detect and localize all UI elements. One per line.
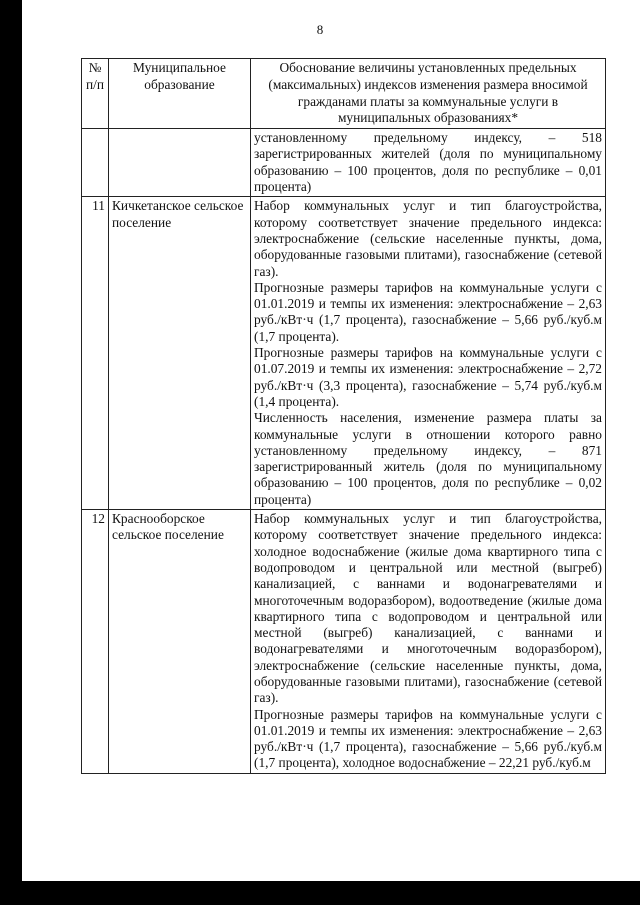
paragraph: Прогнозные размеры тарифов на коммунальные услуги с 01.01.2019 и темпы их изменения: электроснабжение – 2,63 руб./кВт·ч (1,7 процента), газоснабжение – 5,66 руб./куб.м (1,7 процента), холодное водоснабжение – 22,21 руб./куб.м — [254, 706, 602, 771]
tariff-table — [81, 58, 606, 774]
cell-justification — [251, 129, 606, 197]
table-header-row — [82, 59, 606, 129]
page-number: 8 — [316, 22, 324, 37]
header-justification: Обоснование величины установленных предельных (максимальных) индексов изменения размера вносимой гражданами платы за коммунальные услуги в муниципальных образованиях* — [251, 59, 606, 129]
scan-left-edge — [0, 0, 22, 905]
cell-num — [82, 129, 109, 197]
table-row — [82, 510, 606, 774]
paragraph: Набор коммунальных услуг и тип благоустройства, которому соответствует значение предельного индекса: холодное водоснабжение (жилые дома квартирного типа с водопроводом и центральной или местной (выгреб) канализацией, с ваннами и водонагревателями и многоточечным водоразбором), водоотведение (жилые дома квартирного типа с водопроводом и центральной или местной (выгреб) канализацией, с ваннами и водонагревателями и многоточечным водоразбором), электроснабжение (сельские населенные пункты, дома, оборудованные газовыми плитами), газоснабжение (сетевой газ). — [254, 511, 602, 706]
paragraph: Набор коммунальных услуг и тип благоустройства, которому соответствует значение предельного индекса: электроснабжение (сельские населенные пункты, дома, оборудованные газовыми плитами), газоснабжение (сетевой газ). — [254, 198, 602, 279]
paragraph: установленному предельному индексу, – 518 зарегистрированных жителей (доля по муниципальному образованию – 100 процентов, доля по республике – 0,01 процента) — [254, 130, 602, 195]
header-num: № п/п — [82, 59, 109, 129]
paragraph: Прогнозные размеры тарифов на коммунальные услуги с 01.01.2019 и темпы их изменения: электроснабжение – 2,63 руб./кВт·ч (1,7 процента), газоснабжение – 5,66 руб./куб.м (1,7 процента). — [254, 279, 602, 344]
cell-municipality — [109, 129, 251, 197]
header-municipality: Муниципальное образование — [109, 59, 251, 129]
cell-num: 12 — [82, 510, 109, 774]
cell-justification — [251, 197, 606, 510]
table-row-continuation — [82, 129, 606, 197]
cell-justification — [251, 510, 606, 774]
cell-num: 11 — [82, 197, 109, 510]
cell-municipality: Краснооборское сельское поселение — [109, 510, 251, 774]
paragraph: Численность населения, изменение размера платы за коммунальные услуги в отношении которого равно установленному предельному индексу, – 871 зарегистрированный житель (доля по муниципальному образованию – 100 процентов, доля по республике – 0,02 процента) — [254, 410, 602, 507]
scan-bottom-edge — [0, 881, 640, 905]
paragraph: Прогнозные размеры тарифов на коммунальные услуги с 01.07.2019 и темпы их изменения: электроснабжение – 2,72 руб./кВт·ч (3,3 процента), газоснабжение – 5,74 руб./куб.м (1,4 процента). — [254, 345, 602, 409]
table-row — [82, 197, 606, 510]
cell-municipality: Кичкетанское сельское поселение — [109, 197, 251, 510]
